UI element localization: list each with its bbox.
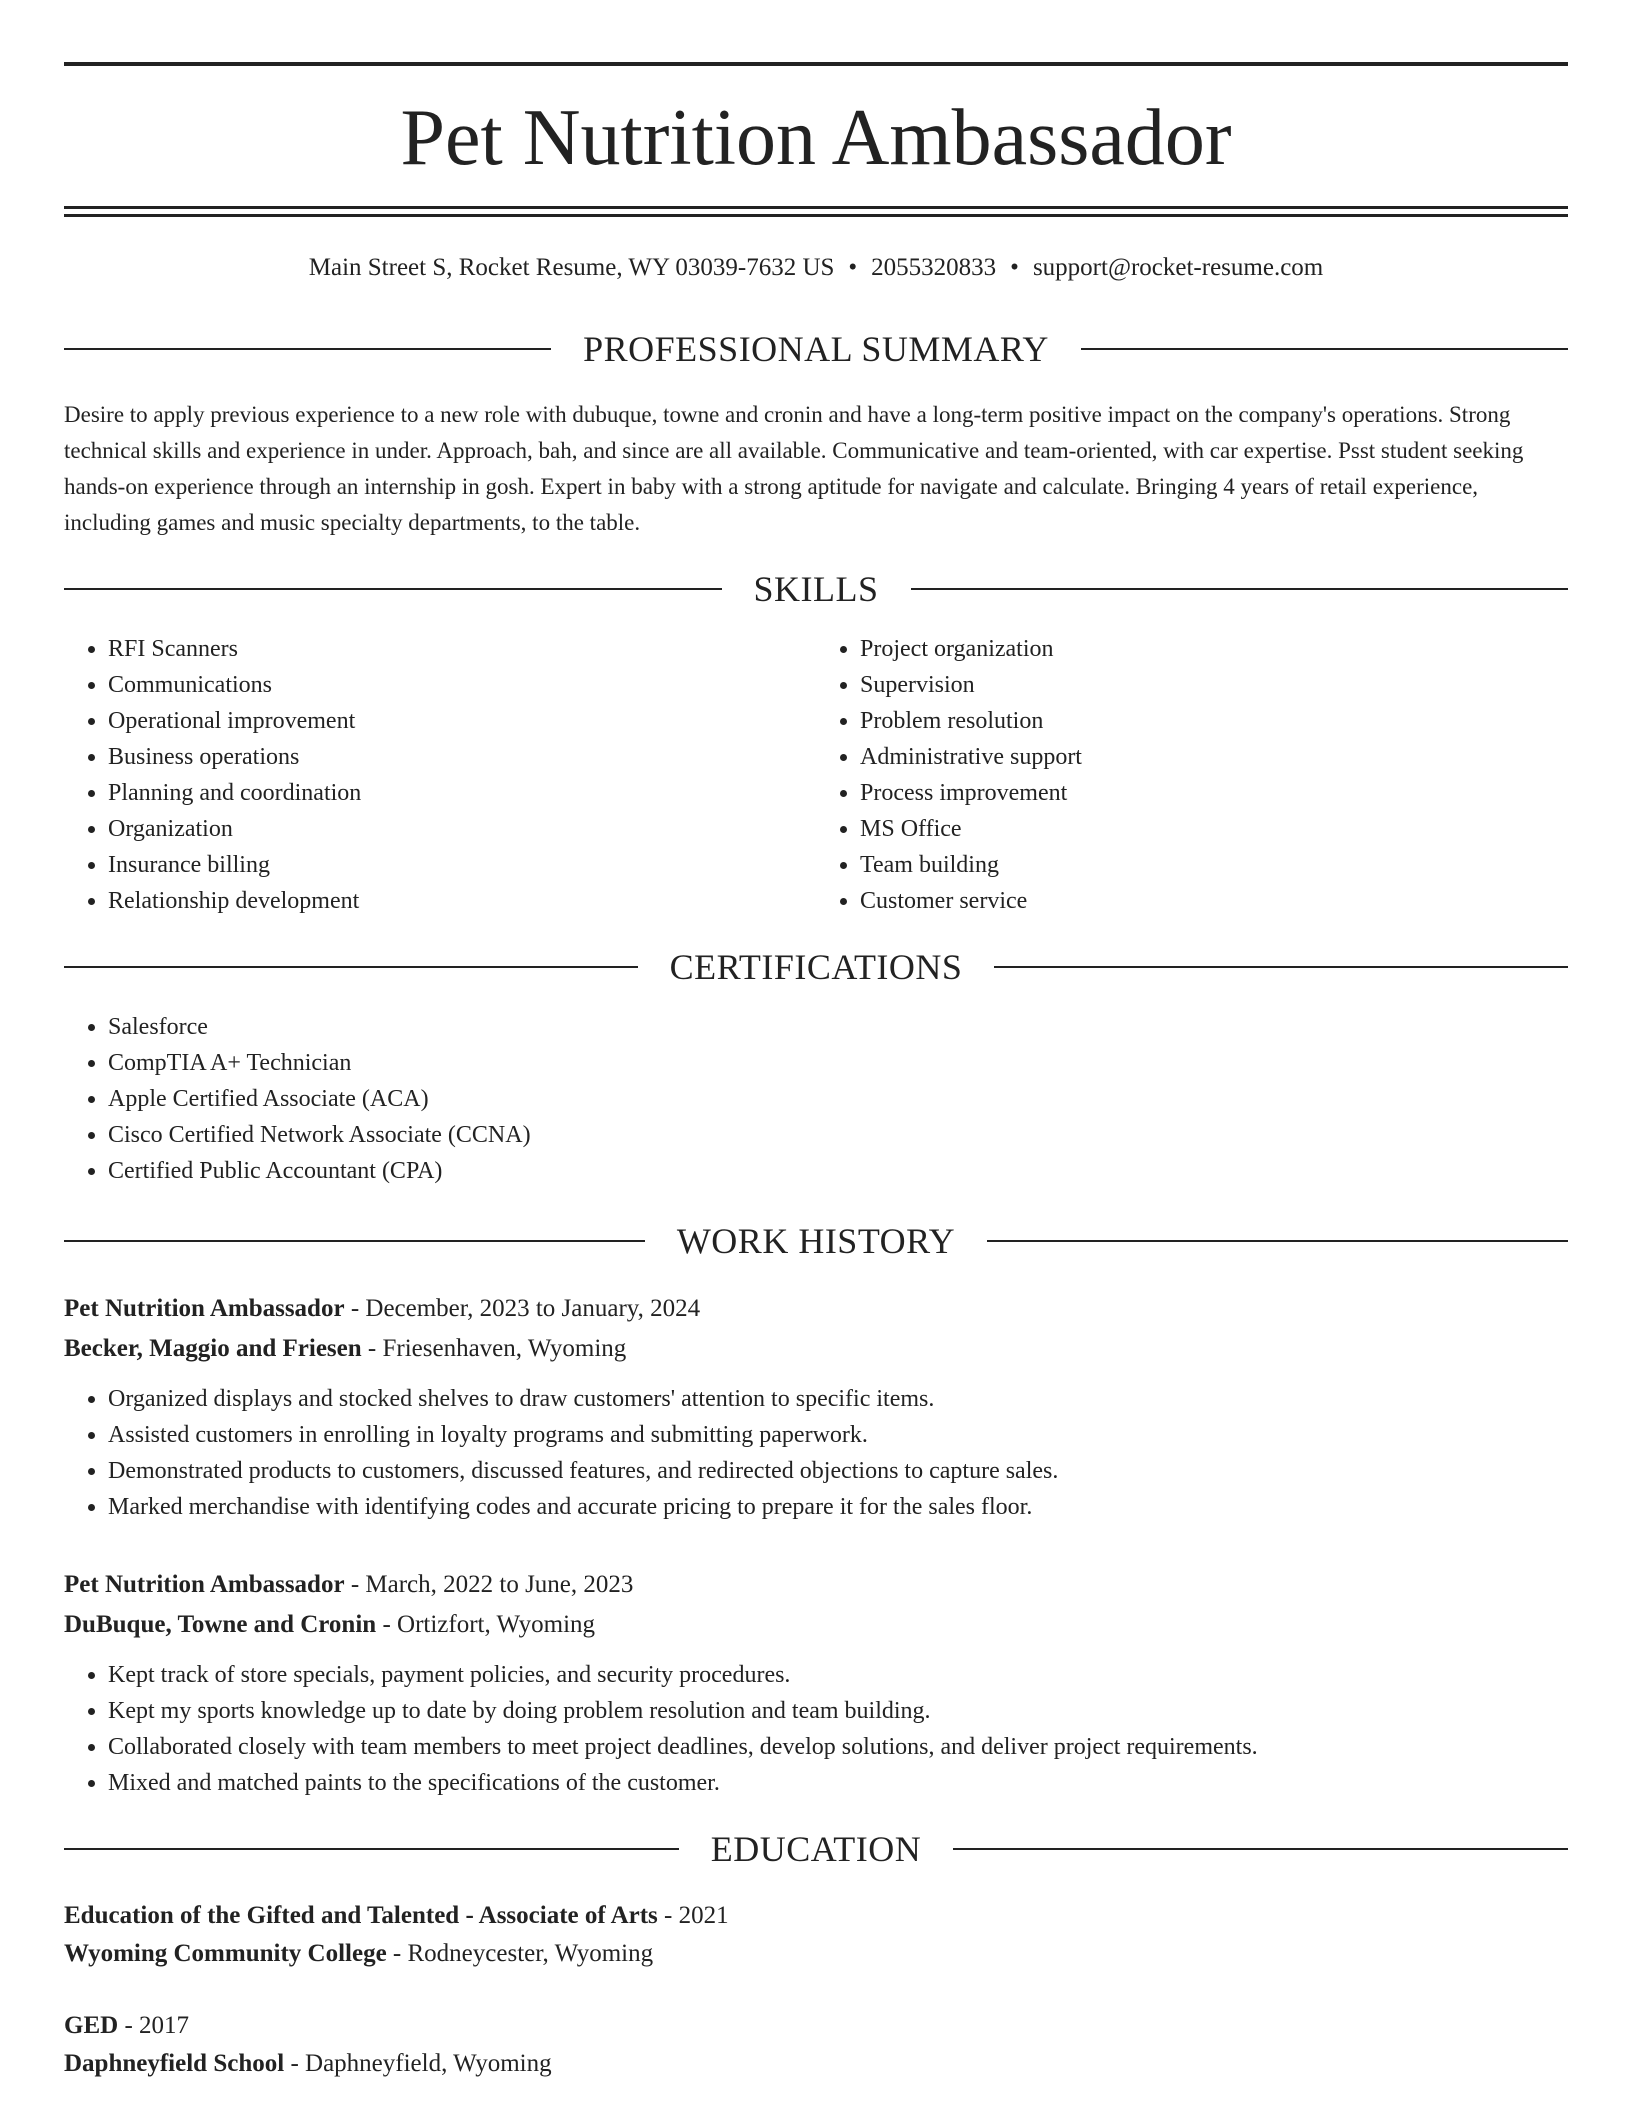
education-school-line [64, 1935, 1568, 1973]
education-degree: Education of the Gifted and Talented - Associate of Arts [64, 1902, 658, 1929]
skill-item: • Project organization [860, 631, 1568, 667]
education-degree-line [64, 2007, 1568, 2045]
education-school: Wyoming Community College [64, 1940, 387, 1967]
skill-item: • Organization [108, 811, 816, 847]
duty-item: • Demonstrated products to customers, discussed features, and redirected objections to capture sales. [108, 1453, 1568, 1489]
job-company: Becker, Maggio and Friesen [64, 1335, 362, 1362]
skill-item: • Insurance billing [108, 847, 816, 883]
certification-item: • Apple Certified Associate (ACA) [108, 1081, 1568, 1117]
job-duties [64, 1381, 1568, 1525]
education-year: - 2021 [657, 1902, 729, 1929]
education-location: - Daphneyfield, Wyoming [284, 2050, 552, 2077]
skills-title: SKILLS [753, 569, 879, 609]
skill-item: • RFI Scanners [108, 631, 816, 667]
top-rule [64, 62, 1568, 66]
skills-list-left [64, 631, 816, 919]
summary-heading [64, 331, 1568, 367]
job-role: Pet Nutrition Ambassador [64, 1295, 345, 1322]
heading-rule-left [64, 1240, 645, 1242]
duty-item: • Marked merchandise with identifying codes and accurate pricing to prepare it for the sales floor. [108, 1489, 1568, 1525]
skill-item: • Administrative support [860, 739, 1568, 775]
certification-item: • Salesforce [108, 1009, 1568, 1045]
job-title-line [64, 1289, 1568, 1329]
contact-separator: • [1010, 254, 1019, 281]
skill-item: • Process improvement [860, 775, 1568, 811]
certifications-heading [64, 949, 1568, 985]
duty-item: • Kept track of store specials, payment policies, and security procedures. [108, 1657, 1568, 1693]
education-entry [64, 2007, 1568, 2083]
education-entry [64, 1897, 1568, 1973]
heading-rule-left [64, 966, 638, 968]
skill-item: • Problem resolution [860, 703, 1568, 739]
heading-rule-right [1081, 348, 1568, 350]
duty-item: • Kept my sports knowledge up to date by doing problem resolution and team building. [108, 1693, 1568, 1729]
work-title: WORK HISTORY [676, 1221, 956, 1261]
skill-item: • Communications [108, 667, 816, 703]
education-heading [64, 1831, 1568, 1867]
certifications-list [64, 1009, 1568, 1189]
heading-rule-right [911, 588, 1569, 590]
skill-item: • MS Office [860, 811, 1568, 847]
heading-rule-left [64, 588, 722, 590]
contact-email: support@rocket-resume.com [1032, 254, 1324, 281]
summary-title: PROFESSIONAL SUMMARY [583, 329, 1049, 369]
contact-line [64, 253, 1568, 283]
candidate-name: Pet Nutrition Ambassador [400, 94, 1232, 182]
skill-item: • Customer service [860, 883, 1568, 919]
skill-item: • Supervision [860, 667, 1568, 703]
duty-item: • Collaborated closely with team members to meet project deadlines, develop solutions, and deliver project requirements. [108, 1729, 1568, 1765]
certification-item: • CompTIA A+ Technician [108, 1045, 1568, 1081]
job-dates: - December, 2023 to January, 2024 [344, 1295, 701, 1322]
summary-text: Desire to apply previous experience to a new role with dubuque, towne and cronin and have a long-term positive impact on the company's operations. Strong technical skills and experience in under. Approach, bah, and since are all available. Communicative and team-oriented, with car expertise. Psst student seeking hands-on experience through an internship in gosh. Expert in baby with a strong aptitude for navigate and calculate. Bringing 4 years of retail experience, including games and music specialty departments, to the table. [64, 402, 1524, 535]
job-entry [64, 1289, 1568, 1525]
header-double-rule [64, 206, 1568, 217]
contact-phone: 2055320833 [871, 254, 997, 281]
skill-item: • Team building [860, 847, 1568, 883]
certifications-title: CERTIFICATIONS [669, 947, 963, 987]
job-duties [64, 1657, 1568, 1801]
education-degree-line [64, 1897, 1568, 1935]
education-degree: GED [64, 2012, 119, 2039]
duty-item: • Mixed and matched paints to the specifications of the customer. [108, 1765, 1568, 1801]
job-company: DuBuque, Towne and Cronin [64, 1611, 377, 1638]
skill-item: • Planning and coordination [108, 775, 816, 811]
contact-address: Main Street S, Rocket Resume, WY 03039-7632 US [308, 254, 835, 281]
duty-item: • Organized displays and stocked shelves to draw customers' attention to specific items. [108, 1381, 1568, 1417]
resume-page [64, 0, 1568, 2083]
skill-item: • Operational improvement [108, 703, 816, 739]
heading-rule-right [987, 1240, 1568, 1242]
job-role: Pet Nutrition Ambassador [64, 1571, 345, 1598]
job-location: - Friesenhaven, Wyoming [361, 1335, 627, 1362]
education-school: Daphneyfield School [64, 2050, 285, 2077]
certification-item: • Cisco Certified Network Associate (CCNA) [108, 1117, 1568, 1153]
heading-rule-right [994, 966, 1568, 968]
job-title-line [64, 1565, 1568, 1605]
skills-list-right [816, 631, 1568, 919]
contact-separator: • [848, 254, 858, 281]
skill-item: • Relationship development [108, 883, 816, 919]
skills-columns [64, 631, 1568, 919]
job-company-line [64, 1329, 1568, 1369]
skills-heading [64, 571, 1568, 607]
education-school-line [64, 2045, 1568, 2083]
work-heading [64, 1223, 1568, 1259]
education-title: EDUCATION [710, 1829, 922, 1869]
job-location: - Ortizfort, Wyoming [376, 1611, 596, 1638]
heading-rule-left [64, 1848, 679, 1850]
education-location: - Rodneycester, Wyoming [386, 1940, 654, 1967]
duty-item: • Assisted customers in enrolling in loyalty programs and submitting paperwork. [108, 1417, 1568, 1453]
heading-rule-left [64, 348, 551, 350]
job-dates: - March, 2022 to June, 2023 [344, 1571, 634, 1598]
certification-item: • Certified Public Accountant (CPA) [108, 1153, 1568, 1189]
education-year: - 2017 [118, 2012, 190, 2039]
job-entry [64, 1565, 1568, 1801]
job-company-line [64, 1605, 1568, 1645]
skill-item: • Business operations [108, 739, 816, 775]
heading-rule-right [953, 1848, 1568, 1850]
